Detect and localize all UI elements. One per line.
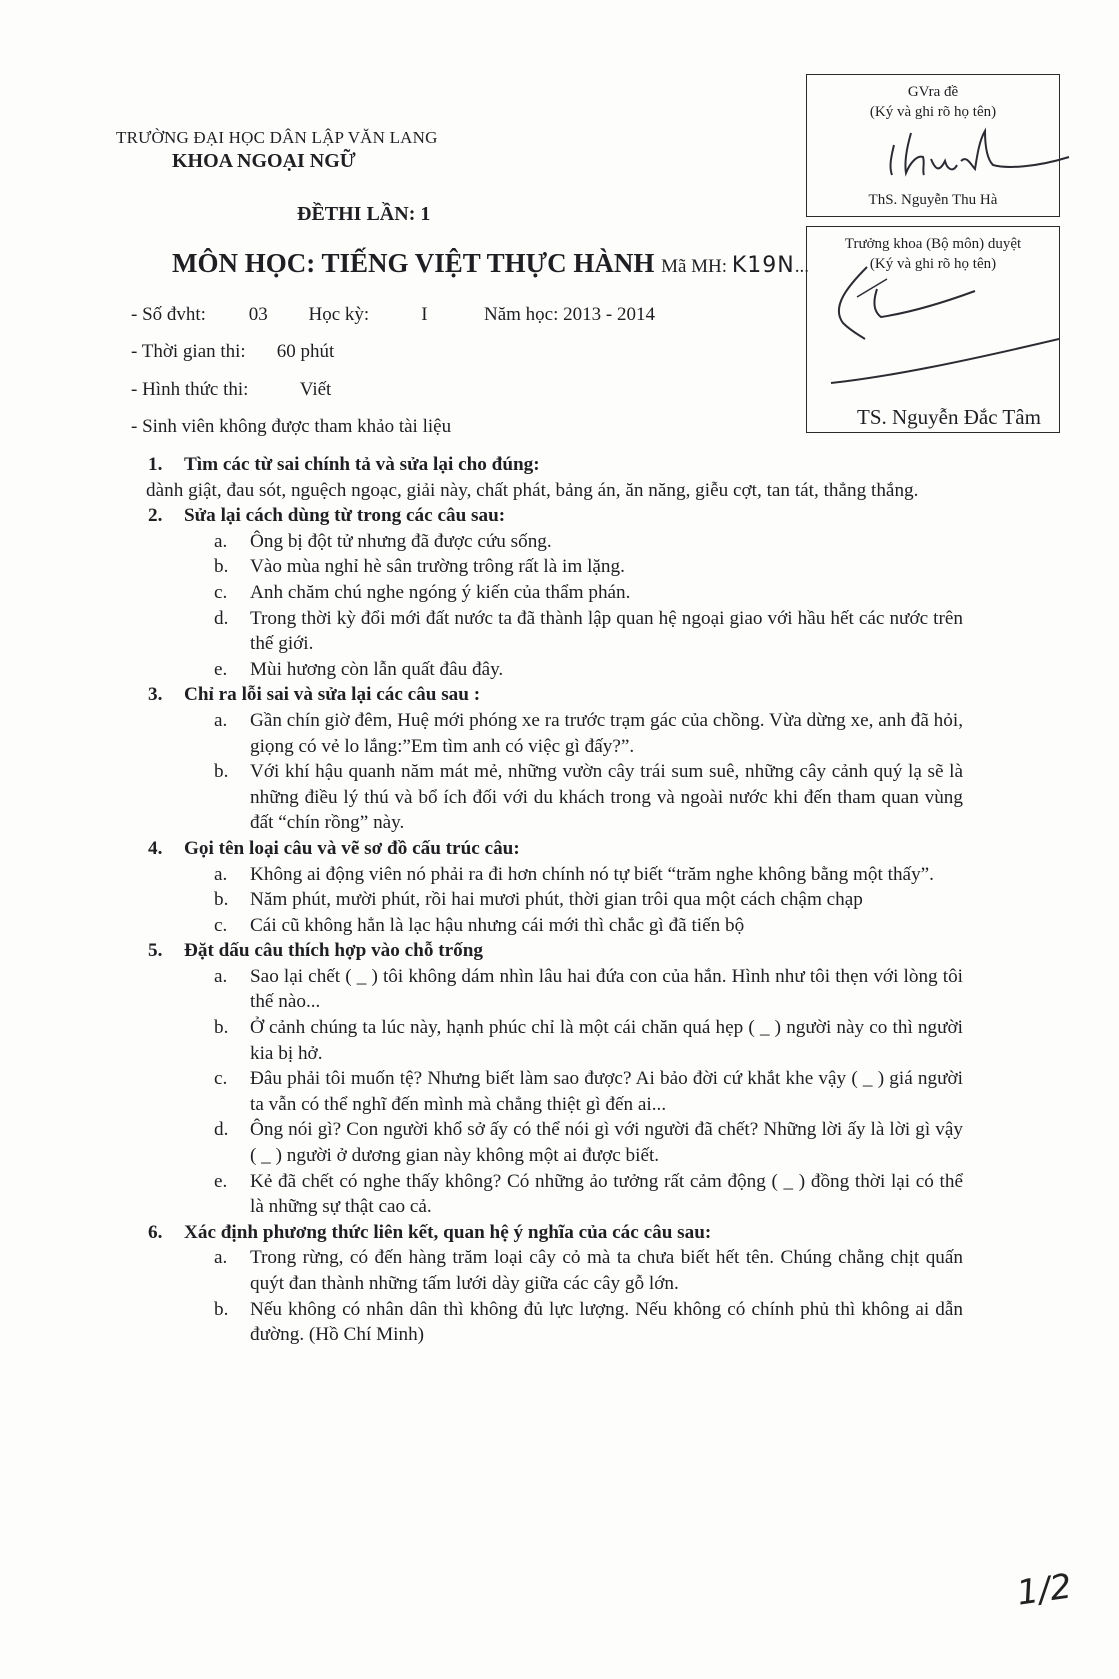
question-4-number: 4. [148, 837, 163, 859]
item-text: Gần chín giờ đêm, Huệ mới phóng xe ra trước trạm gác của chồng. Vừa dừng xe, anh đã hỏi, giọng có vẻ lo lắng:”Em tìm anh có việc gì đấy?”. [250, 709, 963, 757]
subject-code-dots: ... [794, 256, 809, 277]
question-2-number: 2. [148, 505, 163, 527]
item-text: Sao lại chết ( _ ) tôi không dám nhìn lâu hai đứa con của hắn. Hình như tôi thẹn với lòng tôi thế nào... [250, 965, 963, 1013]
item-letter: b. [214, 761, 229, 783]
item-letter: b. [214, 1298, 229, 1320]
info-note: - Sinh viên không được tham khảo tài liệu [131, 416, 452, 437]
approver-name: TS. Nguyễn Đắc Tâm [857, 405, 1041, 429]
question-4 [148, 836, 963, 938]
approver-title: Trưởng khoa (Bộ môn) duyệt [844, 236, 1022, 252]
question-2-item-e [148, 657, 963, 683]
school-year: Năm học: 2013 - 2014 [484, 304, 655, 325]
item-letter: a. [214, 965, 228, 987]
item-letter: a. [214, 530, 228, 552]
item-text: Trong thời kỳ đổi mới đất nước ta đã thành lập quan hệ ngoại giao với hầu hết các nước trên thế giới. [250, 607, 963, 655]
question-3-item-b [148, 759, 963, 836]
question-1 [148, 452, 963, 503]
question-4-item-b [148, 887, 963, 913]
item-letter: c. [214, 1068, 228, 1090]
question-3-title: Chỉ ra lỗi sai và sửa lại các câu sau : [184, 684, 481, 706]
question-2 [148, 503, 963, 682]
item-letter: c. [214, 914, 228, 936]
credits-label: - Số đvht: [131, 304, 206, 325]
question-6-item-b [148, 1297, 963, 1348]
subject-title: MÔN HỌC: TIẾNG VIỆT THỰC HÀNH [172, 248, 655, 278]
item-text: Đâu phải tôi muốn tệ? Nhưng biết làm sao được? Ai bảo đời cứ khắt khe vậy ( _ ) giá người ta vẫn có thể nghĩ đến mình mà chẳng thiệt gì đến ai... [250, 1068, 963, 1115]
info-format-line [131, 379, 331, 401]
question-2-item-d [148, 606, 963, 657]
question-5-heading [148, 938, 963, 964]
faculty-name: KHOA NGOẠI NGỮ [172, 150, 356, 172]
examiner-name: ThS. Nguyễn Thu Hà [868, 192, 998, 208]
item-text: Không ai động viên nó phải ra đi hơn chính nó tự biết “trăm nghe không bằng một thấy”. [250, 863, 934, 885]
question-4-item-c [148, 913, 963, 939]
info-time-line [131, 341, 334, 363]
examiner-sign-note: (Ký và ghi rõ họ tên) [869, 104, 997, 120]
question-2-item-c [148, 580, 963, 606]
format-value: Viết [299, 379, 332, 400]
question-5-number: 5. [148, 940, 163, 962]
item-text: Với khí hậu quanh năm mát mẻ, những vườn cây trái sum suê, những cây cảnh quý lạ sẽ là những điều lý thú và bổ ích đối với du khách trong và ngoài nước khi đến tham quan vùng đất “chín rồng” này. [250, 761, 963, 834]
question-1-heading [148, 452, 963, 478]
question-2-item-a [148, 529, 963, 555]
item-letter: b. [214, 1017, 229, 1039]
questions-section [148, 452, 963, 1348]
item-text: Trong rừng, có đến hàng trăm loại cây cỏ mà ta chưa biết hết tên. Chúng chằng chịt quấn quýt đan thành những tấm lưới dày giữa các cây gỗ lớn. [250, 1247, 963, 1294]
item-letter: b. [214, 556, 229, 578]
question-4-title: Gọi tên loại câu và vẽ sơ đồ cấu trúc câu: [184, 837, 520, 859]
item-letter: c. [214, 581, 228, 603]
credits-value: 03 [248, 304, 268, 325]
examiner-title: GVra đề [907, 84, 959, 100]
item-text: Ông nói gì? Con người khổ sở ấy có thể nói gì với người đã chết? Những lời ấy là lời gì vậy ( _ ) người ở dương gian này không một ai được biết. [250, 1119, 963, 1167]
question-5-item-b [148, 1015, 963, 1066]
question-6-number: 6. [148, 1221, 163, 1243]
question-2-heading [148, 503, 963, 529]
info-credits-line [131, 304, 655, 326]
item-text: Kẻ đã chết có nghe thấy không? Có những ảo tưởng rất cảm động ( _ ) đồng thời lại có thể là những sự thật cao cả. [250, 1170, 963, 1218]
question-5-item-c [148, 1066, 963, 1117]
semester-label: Học kỳ: [308, 304, 370, 325]
question-3 [148, 682, 963, 836]
exam-round: ĐỀTHI LẦN: 1 [297, 203, 431, 225]
question-6-heading [148, 1220, 963, 1246]
item-letter: e. [214, 1170, 228, 1192]
time-value: 60 phút [276, 341, 335, 362]
approver-signature-scribble [807, 227, 1059, 432]
question-5 [148, 938, 963, 1220]
question-5-item-e [148, 1169, 963, 1220]
question-4-item-a [148, 862, 963, 888]
question-6-title: Xác định phương thức liên kết, quan hệ ý nghĩa của các câu sau: [184, 1221, 712, 1243]
question-4-heading [148, 836, 963, 862]
question-5-item-d [148, 1117, 963, 1168]
format-label: - Hình thức thi: [131, 379, 249, 400]
question-2-item-b [148, 554, 963, 580]
item-letter: d. [214, 1119, 229, 1141]
item-text: Ông bị đột tử nhưng đã được cứu sống. [250, 530, 552, 552]
question-6-item-a [148, 1245, 963, 1296]
item-text: Ở cảnh chúng ta lúc này, hạnh phúc chỉ là một cái chăn quá hẹp ( _ ) người này co thì người kia bị hở. [250, 1017, 963, 1064]
approver-signature-box [806, 226, 1060, 433]
semester-value: I [421, 304, 428, 325]
item-letter: b. [214, 889, 229, 911]
question-1-body: dành giật, đau sót, nguệch ngoạc, giải này, chất phát, bảng án, ăn năng, giễu cợt, tan tát, thẳng thắng. [146, 479, 919, 501]
item-text: Năm phút, mười phút, rồi hai mươi phút, thời gian trôi qua một cách chậm chạp [250, 889, 863, 911]
item-text: Cái cũ không hẳn là lạc hậu nhưng cái mới thì chắc gì đã tiến bộ [250, 914, 745, 936]
question-2-title: Sửa lại cách dùng từ trong các câu sau: [184, 505, 506, 527]
item-text: Nếu không có nhân dân thì không đủ lực lượng. Nếu không có chính phủ thì không ai dẫn đường. (Hồ Chí Minh) [250, 1298, 963, 1346]
question-5-item-a [148, 964, 963, 1015]
university-name: TRƯỜNG ĐẠI HỌC DÂN LẬP VĂN LANG [116, 128, 438, 147]
question-5-title: Đặt dấu câu thích hợp vào chỗ trống [184, 940, 484, 962]
item-letter: a. [214, 1247, 228, 1269]
question-1-number: 1. [148, 454, 163, 475]
subject-line [172, 248, 809, 279]
question-3-heading [148, 682, 963, 708]
item-letter: e. [214, 658, 228, 680]
question-3-number: 3. [148, 684, 163, 706]
time-label: - Thời gian thi: [131, 341, 246, 362]
subject-code-label: Mã MH: [661, 256, 732, 277]
subject-code-value: K19N [731, 253, 795, 278]
question-1-title: Tìm các từ sai chính tả và sửa lại cho đúng: [184, 454, 540, 475]
item-text: Vào mùa nghỉ hè sân trường trông rất là im lặng. [250, 556, 625, 578]
examiner-signature-box [806, 74, 1060, 217]
item-text: Anh chăm chú nghe ngóng ý kiến của thẩm phán. [250, 581, 631, 603]
item-letter: a. [214, 863, 228, 885]
question-3-item-a [148, 708, 963, 759]
item-letter: d. [214, 607, 229, 629]
item-text: Mùi hương còn lẫn quất đâu đây. [250, 658, 504, 680]
page-number: 1/2 [1014, 1566, 1075, 1614]
question-6 [148, 1220, 963, 1348]
approver-sign-note: (Ký và ghi rõ họ tên) [869, 256, 997, 272]
item-letter: a. [214, 709, 228, 731]
